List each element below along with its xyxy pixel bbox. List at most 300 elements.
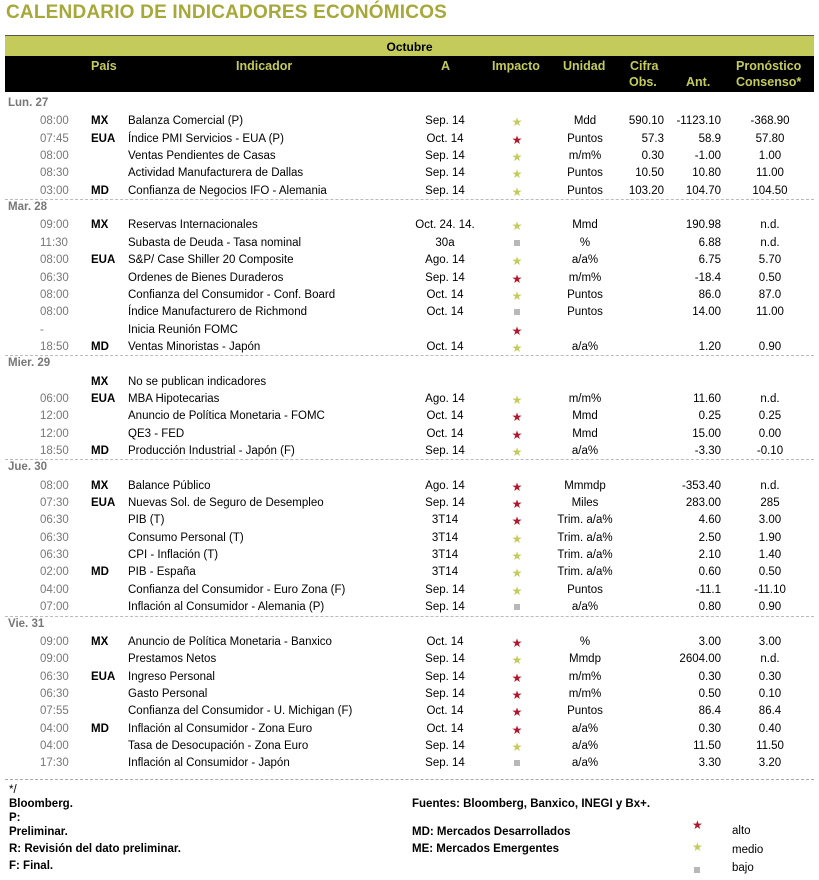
row-unidad: a/a%	[571, 445, 599, 457]
header-impacto: Impacto	[492, 59, 540, 73]
row-unidad: Miles	[571, 497, 599, 510]
square-low-icon	[503, 306, 531, 318]
table-row	[0, 391, 819, 408]
footnote-mark: */	[9, 784, 17, 796]
row-pronostico: 0.10	[758, 687, 782, 700]
row-anterior: 104.70	[685, 184, 721, 197]
row-pronostico: n.d.	[760, 653, 780, 666]
row-pronostico: n.d.	[760, 479, 780, 492]
row-indicador: No se publican indicadores	[128, 375, 267, 388]
row-pronostico: 3.20	[758, 757, 782, 770]
row-unidad: Puntos	[567, 184, 603, 197]
row-indicador: Confianza del Consumidor - U. Michigan (F)	[128, 705, 353, 718]
row-time: 06:30	[40, 549, 69, 562]
row-anterior: 14.00	[692, 306, 721, 319]
table-row	[0, 131, 819, 148]
row-indicador: PIB - España	[128, 566, 196, 579]
row-indicador: Confianza del Consumidor - Euro Zona (F)	[128, 583, 346, 596]
table-row	[0, 564, 819, 581]
legend-bajo-label: bajo	[732, 862, 754, 874]
row-indicador: Ordenes de Bienes Duraderos	[128, 271, 284, 284]
row-time: 18:50	[40, 445, 69, 457]
row-pais: MX	[91, 635, 109, 648]
row-time: 08:00	[40, 288, 69, 301]
row-unidad: Puntos	[567, 306, 603, 319]
header-obs: Obs.	[629, 75, 657, 89]
star-medium-icon: ★	[511, 392, 523, 407]
row-pronostico: 0.50	[758, 271, 782, 284]
row-unidad: Puntos	[567, 583, 603, 596]
star-medium-icon: ★	[511, 115, 523, 130]
row-time: 12:00	[40, 427, 69, 440]
row-unidad: Puntos	[567, 288, 603, 301]
footnote-me: ME: Mercados Emergentes	[412, 843, 559, 855]
row-cifra-obs: 10.50	[635, 167, 664, 180]
row-indicador: Tasa de Desocupación - Zona Euro	[128, 739, 309, 752]
row-pais: EUA	[91, 132, 116, 145]
row-anterior: 0.25	[698, 410, 721, 423]
row-periodo: Ago. 14	[425, 254, 465, 267]
row-indicador: Ingreso Personal	[128, 670, 215, 683]
header-pronostico: Pronóstico	[736, 59, 802, 73]
legend-bajo-icon	[694, 860, 700, 878]
row-periodo: Sep. 14	[425, 115, 465, 128]
row-pronostico: 11.00	[756, 306, 784, 319]
table-row	[0, 339, 819, 356]
row-time: 08:00	[40, 150, 69, 163]
row-time: 07:00	[40, 601, 69, 614]
footnote-preliminar: Preliminar.	[9, 826, 68, 838]
table-row	[0, 669, 819, 686]
row-periodo: Oct. 14	[426, 410, 464, 423]
day-separator	[5, 616, 814, 617]
row-pronostico: 11.00	[756, 167, 784, 180]
table-row	[0, 148, 819, 165]
row-pronostico: n.d.	[760, 236, 780, 249]
row-periodo: Oct. 14	[426, 722, 464, 735]
row-pais: MX	[91, 219, 109, 232]
row-periodo: Oct. 14	[426, 340, 464, 353]
row-periodo: 3T14	[431, 566, 459, 579]
row-pronostico: 0.50	[758, 566, 782, 579]
row-cifra-obs: 0.30	[641, 150, 664, 163]
row-periodo: Ago. 14	[425, 392, 465, 405]
table-header	[5, 56, 814, 92]
row-time: 09:00	[40, 635, 69, 648]
table-row	[0, 512, 819, 529]
row-anterior: -353.40	[681, 479, 721, 492]
row-periodo: Sep. 14	[425, 271, 465, 284]
row-time: 08:00	[40, 115, 69, 128]
row-indicador: Ventas Pendientes de Casas	[128, 150, 276, 163]
row-time: 07:55	[40, 705, 69, 718]
table-row	[0, 721, 819, 738]
star-medium-icon: ★	[511, 254, 523, 269]
row-unidad: Trim. a/a%	[557, 549, 613, 562]
table-row	[0, 165, 819, 182]
row-periodo: Oct. 14	[426, 635, 464, 648]
star-medium-icon: ★	[511, 150, 523, 165]
footnote-final: F: Final.	[9, 860, 54, 872]
square-low-icon	[503, 757, 531, 769]
table-row	[0, 304, 819, 321]
row-time: 18:50	[40, 340, 69, 353]
row-indicador: Balance Público	[128, 479, 211, 492]
row-pronostico: 87.0	[758, 288, 782, 301]
row-time: 06:30	[40, 514, 69, 527]
row-unidad: %	[579, 236, 591, 249]
row-time: 07:45	[40, 132, 69, 145]
row-anterior: 0.80	[698, 601, 721, 614]
table-row	[0, 374, 819, 391]
row-anterior: 0.30	[698, 670, 721, 683]
table-row	[0, 217, 819, 234]
row-unidad: Trim. a/a%	[557, 514, 613, 527]
row-cifra-obs: 57.3	[641, 132, 664, 145]
row-pronostico: 1.90	[758, 531, 782, 544]
row-periodo: Sep. 14	[425, 583, 465, 596]
row-pais: MX	[91, 479, 109, 492]
row-time: 08:00	[40, 306, 69, 319]
row-time: 12:00	[40, 410, 69, 423]
row-periodo: Sep. 14	[425, 653, 465, 666]
row-unidad: %	[579, 635, 591, 648]
row-time: 09:00	[40, 653, 69, 666]
row-indicador: Inflación al Consumidor - Japón	[128, 757, 290, 770]
row-anterior: 86.4	[698, 705, 721, 718]
row-unidad: m/m%	[568, 687, 602, 700]
row-periodo: 3T14	[431, 549, 459, 562]
row-unidad: Mmd	[572, 427, 598, 440]
table-row	[0, 755, 819, 772]
row-indicador: Subasta de Deuda - Tasa nominal	[128, 236, 302, 249]
row-periodo: Sep. 14	[425, 150, 465, 163]
row-time: 09:00	[40, 219, 69, 232]
row-anterior: 2604.00	[679, 653, 721, 666]
row-periodo: Oct. 14	[426, 306, 464, 319]
star-medium-icon: ★	[511, 445, 523, 459]
table-row	[0, 408, 819, 425]
row-time: 06:00	[40, 392, 69, 405]
row-pais: MD	[91, 722, 109, 735]
star-medium-icon: ★	[511, 653, 523, 668]
row-anterior: -11.1	[695, 583, 721, 596]
row-time: 06:30	[40, 271, 69, 284]
row-anterior: -3.30	[694, 445, 721, 457]
row-pais: MD	[91, 184, 109, 197]
day-separator	[5, 199, 814, 200]
header-consenso: Consenso*	[736, 75, 802, 89]
row-unidad: a/a%	[571, 757, 599, 770]
row-indicador: QE3 - FED	[128, 427, 185, 440]
row-pronostico: 0.25	[758, 410, 782, 423]
header-ant: Ant.	[686, 75, 711, 89]
star-high-icon: ★	[511, 687, 523, 702]
row-pronostico: 1.40	[758, 549, 782, 562]
star-medium-icon: ★	[511, 566, 523, 581]
row-pronostico: 0.30	[758, 670, 782, 683]
row-unidad: Puntos	[567, 132, 603, 145]
row-indicador: MBA Hipotecarias	[128, 392, 220, 405]
row-indicador: Balanza Comercial (P)	[128, 115, 244, 128]
row-pronostico: 86.4	[758, 705, 782, 718]
row-unidad: m/m%	[568, 392, 602, 405]
row-indicador: Consumo Personal (T)	[128, 531, 244, 544]
row-anterior: 10.80	[692, 167, 721, 180]
day-label: Lun. 27	[8, 97, 49, 109]
day-separator	[5, 459, 814, 460]
row-anterior: 11.60	[693, 392, 721, 405]
table-row	[0, 183, 819, 200]
row-anterior: 2.10	[698, 549, 721, 562]
row-pais: MD	[91, 340, 109, 353]
row-periodo: 3T14	[431, 514, 459, 527]
row-indicador: CPI - Inflación (T)	[128, 549, 219, 562]
row-periodo: Sep. 14	[425, 739, 465, 752]
row-anterior: 15.00	[692, 427, 721, 440]
row-pronostico: 1.00	[758, 150, 782, 163]
row-anterior: 0.30	[698, 722, 721, 735]
row-pais: EUA	[91, 670, 116, 683]
row-indicador: Anuncio de Política Monetaria - Banxico	[128, 635, 332, 648]
row-unidad: m/m%	[568, 670, 602, 683]
row-pais: MX	[91, 375, 109, 388]
row-pronostico: n.d.	[760, 392, 780, 405]
month-header	[5, 35, 814, 56]
row-periodo: Sep. 14	[425, 497, 465, 510]
row-indicador: Reservas Internacionales	[128, 219, 258, 232]
table-row	[0, 599, 819, 616]
header-pais: País	[91, 59, 117, 73]
row-unidad: a/a%	[571, 739, 599, 752]
table-row	[0, 113, 819, 130]
row-periodo: Oct. 14	[426, 705, 464, 718]
star-medium-icon: ★	[511, 184, 523, 199]
row-unidad: Puntos	[567, 167, 603, 180]
star-high-icon: ★	[511, 410, 523, 425]
row-anterior: 6.88	[698, 236, 721, 249]
row-periodo: Sep. 14	[425, 757, 465, 770]
table-row	[0, 582, 819, 599]
row-pronostico: 0.90	[758, 340, 782, 353]
row-indicador: Inflación al Consumidor - Zona Euro	[128, 722, 313, 735]
row-indicador: Inicia Reunión FOMC	[128, 323, 238, 336]
table-row	[0, 530, 819, 547]
row-time: 11:30	[40, 236, 68, 249]
footnote-md: MD: Mercados Desarrollados	[412, 826, 571, 838]
star-high-icon: ★	[511, 635, 523, 650]
table-row	[0, 426, 819, 443]
row-time: 04:00	[40, 583, 69, 596]
row-time: 06:30	[40, 670, 69, 683]
header-indicador: Indicador	[236, 59, 293, 73]
table-row	[0, 322, 819, 339]
row-indicador: Índice Manufacturero de Richmond	[128, 306, 307, 319]
row-unidad: Mmd	[572, 219, 598, 232]
square-low-icon	[503, 601, 531, 613]
row-pais: EUA	[91, 254, 116, 267]
star-medium-icon: ★	[511, 340, 523, 355]
row-periodo: Sep. 14	[425, 687, 465, 700]
table-row	[0, 235, 819, 252]
row-anterior: 283.00	[685, 497, 721, 510]
star-high-icon: ★	[511, 479, 523, 494]
row-unidad: m/m%	[568, 271, 602, 284]
row-periodo: 3T14	[431, 531, 459, 544]
row-time: 17:30	[40, 757, 69, 770]
legend-medio-label: medio	[732, 844, 764, 856]
row-unidad: Mmd	[572, 410, 598, 423]
day-separator	[5, 355, 814, 356]
row-unidad: Mdd	[573, 115, 597, 128]
row-anterior: -18.4	[694, 271, 721, 284]
row-anterior: 6.75	[698, 254, 721, 267]
table-row	[0, 443, 819, 460]
star-medium-icon: ★	[511, 167, 523, 182]
row-periodo: Oct. 14	[426, 132, 464, 145]
star-high-icon: ★	[511, 670, 523, 685]
row-pronostico: n.d.	[760, 219, 780, 232]
row-unidad: a/a%	[571, 722, 599, 735]
row-unidad: Trim. a/a%	[557, 531, 613, 544]
row-periodo: 30a	[435, 236, 455, 249]
row-time: -	[40, 323, 44, 336]
header-cifra: Cifra	[630, 59, 659, 73]
row-periodo: Oct. 14	[426, 427, 464, 440]
row-indicador: Producción Industrial - Japón (F)	[128, 445, 295, 457]
table-row	[0, 495, 819, 512]
row-unidad: a/a%	[571, 254, 599, 267]
row-indicador: Confianza de Negocios IFO - Alemania	[128, 184, 327, 197]
row-indicador: Nuevas Sol. de Seguro de Desempleo	[128, 497, 324, 510]
row-time: 07:30	[40, 497, 69, 510]
row-anterior: 3.00	[698, 635, 721, 648]
square-low-icon	[503, 237, 531, 249]
star-medium-icon: ★	[511, 583, 523, 598]
table-row	[0, 703, 819, 720]
row-indicador: Actividad Manufacturera de Dallas	[128, 167, 304, 180]
row-time: 08:30	[40, 167, 69, 180]
row-periodo: Oct. 14	[426, 288, 464, 301]
row-cifra-obs: 103.20	[628, 184, 664, 197]
row-anterior: -1123.10	[676, 115, 721, 128]
row-time: 06:30	[40, 531, 69, 544]
row-unidad: Trim. a/a%	[557, 566, 613, 579]
row-time: 03:00	[40, 184, 69, 197]
row-anterior: 58.9	[698, 132, 721, 145]
row-anterior: 4.60	[698, 514, 721, 527]
row-pronostico: 285	[760, 497, 780, 510]
star-medium-icon: ★	[511, 531, 523, 546]
row-pronostico: 0.90	[758, 601, 782, 614]
row-periodo: Sep. 14	[425, 601, 465, 614]
row-unidad: a/a%	[571, 601, 599, 614]
table-row	[0, 651, 819, 668]
star-medium-icon: ★	[511, 219, 523, 234]
row-pronostico: 3.00	[758, 514, 782, 527]
star-high-icon: ★	[511, 514, 523, 529]
row-indicador: S&P/ Case Shiller 20 Composite	[128, 254, 294, 267]
footnote-revision: R: Revisión del dato preliminar.	[9, 843, 181, 855]
row-time: 02:00	[40, 566, 69, 579]
row-anterior: 1.20	[698, 340, 721, 353]
star-medium-icon: ★	[511, 739, 523, 754]
star-high-icon: ★	[511, 497, 523, 512]
row-pronostico: 57.80	[755, 132, 785, 145]
day-label: Mar. 28	[8, 201, 47, 214]
row-anterior: 11.50	[693, 739, 721, 752]
row-cifra-obs: 590.10	[628, 115, 664, 128]
row-pronostico: -11.10	[754, 583, 786, 596]
row-periodo: Sep. 14	[425, 670, 465, 683]
header-a: A	[441, 59, 451, 73]
row-unidad: m/m%	[568, 150, 602, 163]
row-unidad: Mmmdp	[564, 479, 606, 492]
row-indicador: Prestamos Netos	[128, 653, 217, 666]
footnote-fuentes: Fuentes: Bloomberg, Banxico, INEGI y Bx+.	[412, 798, 651, 810]
star-high-icon: ★	[511, 271, 523, 286]
legend-alto-icon: ★	[692, 818, 703, 832]
row-pronostico: 0.40	[758, 722, 782, 735]
row-periodo: Oct. 24. 14.	[415, 219, 475, 232]
day-label: Vie. 31	[8, 617, 45, 630]
day-label: Jue. 30	[8, 461, 47, 474]
row-periodo: Sep. 14	[425, 184, 465, 197]
row-anterior: 0.50	[698, 687, 721, 700]
row-time: 04:00	[40, 722, 69, 735]
star-medium-icon: ★	[511, 549, 523, 564]
star-high-icon: ★	[511, 132, 523, 147]
row-indicador: Gasto Personal	[128, 687, 208, 700]
table-row	[0, 686, 819, 703]
row-time: 08:00	[40, 254, 69, 267]
row-indicador: Inflación al Consumidor - Alemania (P)	[128, 601, 325, 614]
row-pais: MX	[91, 115, 109, 128]
footnote-bloomberg: Bloomberg.	[9, 798, 73, 810]
row-pronostico: -368.90	[750, 115, 790, 128]
row-anterior: -1.00	[694, 150, 721, 163]
row-periodo: Sep. 14	[425, 167, 465, 180]
page-title: CALENDARIO DE INDICADORES ECONÓMICOS	[6, 2, 448, 23]
row-indicador: Ventas Minoristas - Japón	[128, 340, 261, 353]
row-periodo: Ago. 14	[425, 479, 465, 492]
row-anterior: 86.0	[698, 288, 721, 301]
row-indicador: PIB (T)	[128, 514, 165, 527]
table-row	[0, 478, 819, 495]
table-row	[0, 287, 819, 304]
table-row	[0, 634, 819, 651]
row-time: 04:00	[40, 739, 69, 752]
row-pronostico: 104.50	[752, 184, 788, 197]
row-periodo: Sep. 14	[425, 445, 465, 457]
row-unidad: a/a%	[571, 340, 599, 353]
row-indicador: Índice PMI Servicios - EUA (P)	[128, 132, 284, 145]
table-row	[0, 270, 819, 287]
star-high-icon: ★	[511, 705, 523, 720]
header-unidad: Unidad	[563, 59, 606, 73]
month-label: Octubre	[386, 40, 433, 54]
row-anterior: 190.98	[685, 219, 721, 232]
day-label: Mier. 29	[8, 357, 51, 370]
row-pronostico: -0.10	[756, 445, 784, 457]
row-pronostico: 0.00	[758, 427, 782, 440]
star-high-icon: ★	[511, 427, 523, 442]
table-row	[0, 547, 819, 564]
row-indicador: Confianza del Consumidor - Conf. Board	[128, 288, 336, 301]
footnote-p: P:	[9, 812, 21, 824]
legend-medio-icon: ★	[692, 840, 703, 854]
row-indicador: Anuncio de Política Monetaria - FOMC	[128, 410, 325, 423]
